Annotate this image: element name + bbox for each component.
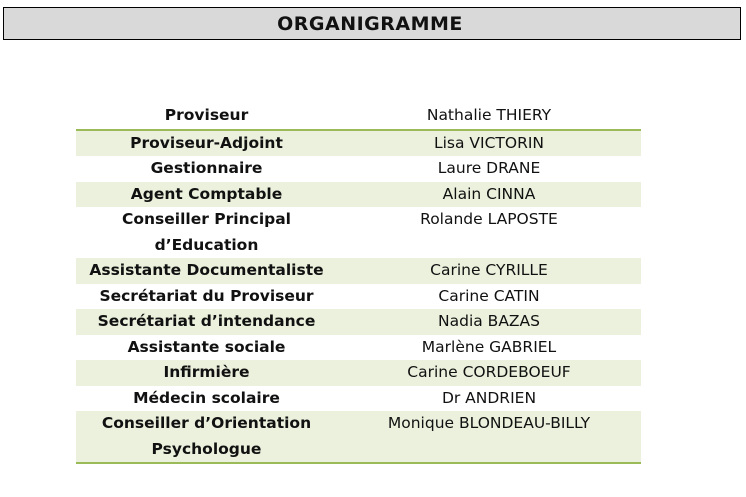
name-cell: Monique BLONDEAU-BILLY (337, 411, 641, 463)
table-row (76, 335, 641, 361)
name-cell: Carine CORDEBOEUF (337, 360, 641, 386)
role-cell: Médecin scolaire (133, 388, 280, 407)
role-cell: Infirmière (76, 360, 337, 386)
role-cell: Conseiller d’Orientation Psychologue (76, 411, 337, 463)
name-cell: Laure DRANE (437, 159, 541, 177)
table-row (76, 103, 641, 130)
table-row (76, 284, 641, 310)
name-cell: Carine CATIN (438, 286, 540, 305)
role-cell: Agent Comptable (76, 182, 337, 208)
name-cell: Carine CYRILLE (337, 258, 641, 284)
role-cell: Proviseur-Adjoint (76, 130, 337, 157)
table-row (76, 182, 641, 208)
table-row (76, 411, 641, 463)
name-cell: Nadia BAZAS (337, 309, 641, 335)
name-cell: Rolande LAPOSTE (420, 210, 558, 228)
name-cell: Alain CINNA (337, 182, 641, 208)
org-table (76, 103, 641, 464)
table-row (76, 156, 641, 182)
role-cell: Assistante sociale (127, 337, 286, 356)
table-row (76, 360, 641, 386)
page-title: ORGANIGRAMME (277, 12, 463, 35)
role-cell: Gestionnaire (150, 159, 263, 177)
role-cell: Conseiller Principal d’Education (121, 210, 291, 254)
table-row (76, 207, 641, 258)
name-cell: Dr ANDRIEN (441, 388, 537, 407)
table-row (76, 386, 641, 412)
name-cell: Nathalie THIERY (337, 103, 641, 130)
name-cell: Lisa VICTORIN (337, 130, 641, 157)
table-row (76, 258, 641, 284)
name-cell: Marlène GABRIEL (421, 337, 557, 356)
role-cell: Secrétariat d’intendance (76, 309, 337, 335)
role-cell: Secrétariat du Proviseur (99, 286, 314, 305)
table-row (76, 130, 641, 157)
title-bar (3, 7, 741, 40)
role-cell: Proviseur (76, 103, 337, 130)
role-cell: Assistante Documentaliste (76, 258, 337, 284)
table-row (76, 309, 641, 335)
